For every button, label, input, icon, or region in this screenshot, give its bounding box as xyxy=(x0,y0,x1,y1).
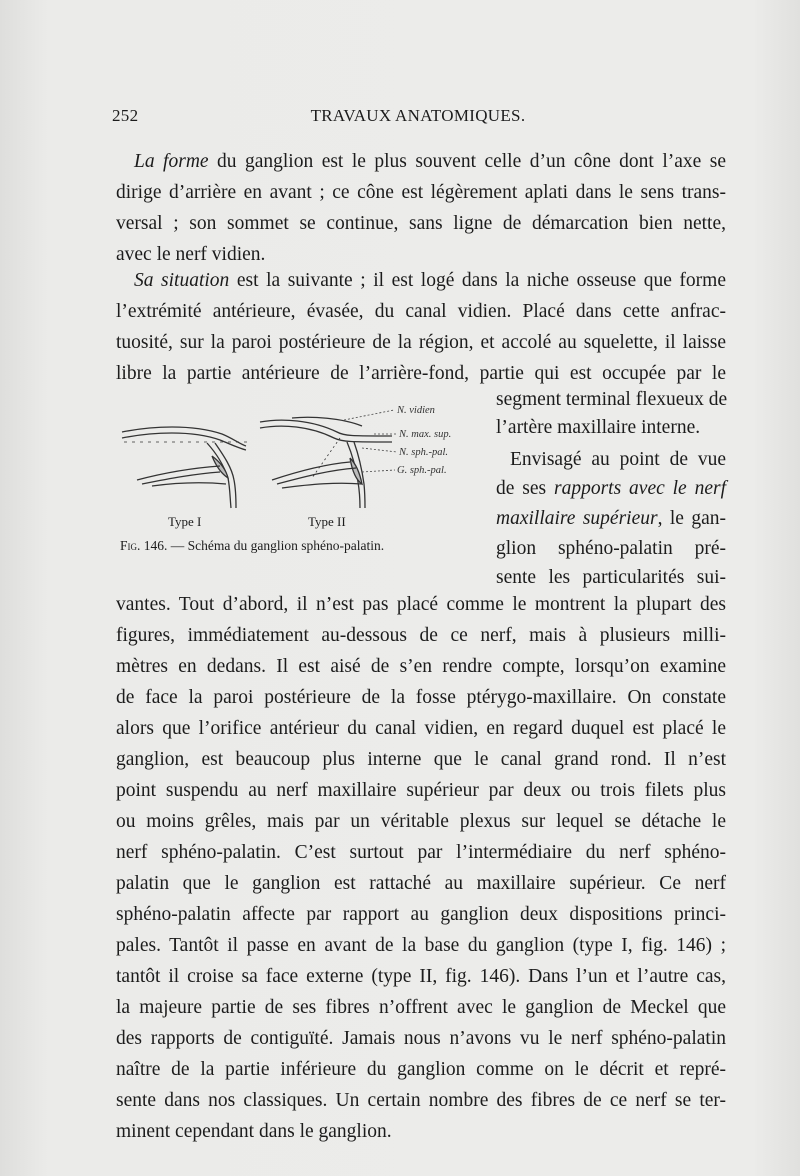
text-line: ou moins grêles, mais par un véritable plexus sur lequel se détache le xyxy=(116,811,726,832)
text-line: palatin que le ganglion est rattaché au maxillaire supérieur. Ce nerf xyxy=(116,873,726,894)
text-line: de face la paroi postérieure de la fosse ptérygo-maxillaire. On constate xyxy=(116,687,726,708)
text-line: des rapports de contiguïté. Jamais nous n’avons vu le nerf sphéno-palatin xyxy=(116,1028,726,1049)
text-line: sente les particularités sui- xyxy=(496,567,726,588)
text-line: de ses rapports avec le nerf xyxy=(496,478,726,499)
text-line: avec le nerf vidien. xyxy=(116,244,266,265)
text-line: la majeure partie de ses fibres n’offrent avec le ganglion de Meckel que xyxy=(116,997,726,1018)
text-line: Sa situation est la suivante ; il est logé dans la niche osseuse que forme xyxy=(134,270,726,291)
text-line: l’extrémité antérieure, évasée, du canal vidien. Placé dans cette anfrac- xyxy=(116,301,726,322)
label-n-sph-pal: N. sph.-pal. xyxy=(399,447,449,458)
text-line: figures, immédiatement au-dessous de ce nerf, mais à plusieurs milli- xyxy=(116,625,726,646)
type2-drawing xyxy=(260,417,392,508)
text-line: minent cependant dans le ganglion. xyxy=(116,1121,392,1142)
type1-drawing xyxy=(122,427,252,508)
text-line: vantes. Tout d’abord, il n’est pas placé comme le montrent la plupart des xyxy=(116,594,726,615)
label-n-max-sup: N. max. sup. xyxy=(399,429,452,440)
label-g-sph-pal: G. sph.-pal. xyxy=(397,465,447,476)
text-line: l’artère maxillaire interne. xyxy=(496,417,701,438)
text-line: mètres en dedans. Il est aisé de s’en rendre compte, lorsqu’on examine xyxy=(116,656,726,677)
type1-label: Type I xyxy=(168,514,202,529)
text-line: tuosité, sur la paroi postérieure de la région, et accolé au squelette, il laisse xyxy=(116,332,726,353)
text-line: segment terminal flexueux de xyxy=(496,389,728,410)
text-line: nerf sphéno-palatin. C’est surtout par l’intermédiaire du nerf sphéno- xyxy=(116,842,726,863)
text-line: ganglion, est beaucoup plus interne que le canal grand rond. Il n’est xyxy=(116,749,726,770)
text-line: alors que l’orifice antérieur du canal vidien, en regard duquel est placé le xyxy=(116,718,726,739)
text-line: Envisagé au point de vue xyxy=(510,449,726,470)
running-header xyxy=(112,106,724,130)
figure-146 xyxy=(112,398,482,568)
text-line: libre la partie antérieure de l’arrière-fond, partie qui est occupée par le xyxy=(116,363,726,384)
figure-caption: Fig. 146. — Schéma du ganglion sphéno-palatin. xyxy=(120,538,385,553)
text-line: tantôt il croise sa face externe (type II, fig. 146). Dans l’un et l’autre cas, xyxy=(116,966,726,987)
text-line: naître de la partie inférieure du ganglion comme on le décrit et repré- xyxy=(116,1059,726,1080)
text-line: maxillaire supérieur, le gan- xyxy=(496,508,726,529)
type2-label: Type II xyxy=(308,514,346,529)
text-line: versal ; son sommet se continue, sans ligne de démarcation bien nette, xyxy=(116,213,726,234)
text-line: glion sphéno-palatin pré- xyxy=(496,538,726,559)
text-line: sente dans nos classiques. Un certain nombre des fibres de ce nerf se ter- xyxy=(116,1090,726,1111)
text-line: dirige d’arrière en avant ; ce cône est légèrement aplati dans le sens trans- xyxy=(116,182,726,203)
text-line: sphéno-palatin affecte par rapport au ganglion deux dispositions princi- xyxy=(116,904,726,925)
page-number: 252 xyxy=(112,106,139,125)
text-line: pales. Tantôt il passe en avant de la base du ganglion (type I, fig. 146) ; xyxy=(116,935,726,956)
text-line: La forme du ganglion est le plus souvent celle d’un cône dont l’axe se xyxy=(134,151,726,172)
running-title: TRAVAUX ANATOMIQUES. xyxy=(310,106,526,125)
label-n-vidien: N. vidien xyxy=(397,405,435,416)
text-line: point suspendu au nerf maxillaire supérieur par deux ou trois filets plus xyxy=(116,780,726,801)
